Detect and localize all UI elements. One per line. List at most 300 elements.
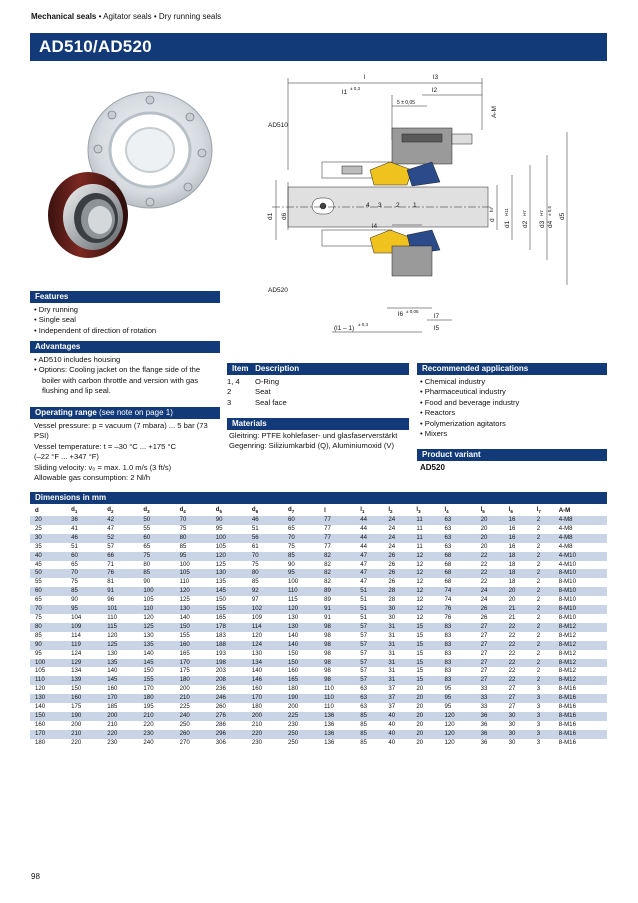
table-cell: 46 bbox=[247, 516, 283, 525]
table-cell: 114 bbox=[247, 623, 283, 632]
table-cell: 30 bbox=[30, 534, 66, 543]
seal-cross-section-drawing bbox=[262, 70, 608, 338]
table-row: 2 Seat bbox=[227, 387, 271, 397]
column-header-d7: $d_7$ bbox=[283, 505, 319, 516]
table-cell: 11 bbox=[411, 534, 439, 543]
table-cell: 130 bbox=[283, 614, 319, 623]
table-cell: 33 bbox=[476, 694, 504, 703]
table-cell: 12 bbox=[411, 552, 439, 561]
table-cell: 220 bbox=[138, 721, 174, 730]
table-cell: 150 bbox=[283, 659, 319, 668]
table-cell: 220 bbox=[247, 730, 283, 739]
table-cell: 70 bbox=[30, 605, 66, 614]
table-cell: 71 bbox=[102, 561, 138, 570]
dim-label-l5: l5 bbox=[434, 325, 440, 332]
table-cell: 160 bbox=[102, 685, 138, 694]
table-row bbox=[30, 614, 607, 623]
table-cell: 120 bbox=[30, 685, 66, 694]
dimensions-heading bbox=[30, 492, 607, 504]
table-cell: 76 bbox=[439, 605, 475, 614]
table-cell: 77 bbox=[319, 525, 355, 534]
table-cell: 2 bbox=[532, 561, 554, 570]
table-cell: 110 bbox=[319, 694, 355, 703]
table-cell: 15 bbox=[411, 650, 439, 659]
table-cell: 120 bbox=[439, 721, 475, 730]
table-cell: 51 bbox=[355, 596, 383, 605]
table-row bbox=[30, 667, 607, 676]
table-cell: 27 bbox=[476, 623, 504, 632]
dim-label-d1-left: d1 bbox=[267, 212, 274, 220]
table-cell: 95 bbox=[175, 552, 211, 561]
dim-label-l: l bbox=[364, 74, 366, 81]
operating-line: Sliding velocity: v₀ = max. 1.0 m/s (3 ft/s) bbox=[34, 462, 172, 472]
dim-label-l1-minus-1: (l1 – 1) bbox=[334, 325, 355, 332]
table-cell: 200 bbox=[283, 703, 319, 712]
table-cell: 77 bbox=[319, 543, 355, 552]
column-header-d: d bbox=[30, 505, 66, 516]
materials-line: Gegenring: Siliziumkarbid (Q), Aluminiumoxid (V) bbox=[229, 441, 395, 451]
table-cell: 105 bbox=[211, 543, 247, 552]
table-cell: 82 bbox=[319, 578, 355, 587]
table-cell: 68 bbox=[439, 569, 475, 578]
table-cell: 8-M16 bbox=[554, 739, 607, 748]
table-cell: 95 bbox=[439, 694, 475, 703]
table-cell: 27 bbox=[476, 676, 504, 685]
table-cell: 2 bbox=[532, 516, 554, 525]
table-cell: 30 bbox=[383, 614, 411, 623]
table-cell: 130 bbox=[283, 623, 319, 632]
page-number: 98 bbox=[31, 872, 40, 881]
materials-title: Materials bbox=[232, 419, 267, 428]
table-cell: 75 bbox=[30, 614, 66, 623]
column-header-d3: $d_3$ bbox=[138, 505, 174, 516]
table-cell: 110 bbox=[283, 587, 319, 596]
item-description-table bbox=[227, 377, 405, 408]
table-cell: 26 bbox=[383, 569, 411, 578]
materials-line: Gleitring: PTFE kohlefaser- und glasfaserverstärkt bbox=[229, 431, 398, 440]
table-cell: 105 bbox=[138, 596, 174, 605]
dim-label-am: A-M bbox=[491, 106, 498, 118]
table-cell: 150 bbox=[30, 712, 66, 721]
table-cell: 85 bbox=[247, 578, 283, 587]
table-cell: 12 bbox=[411, 614, 439, 623]
table-row bbox=[30, 632, 607, 641]
table-row bbox=[30, 676, 607, 685]
table-cell: 8-M12 bbox=[554, 659, 607, 668]
applications-list bbox=[420, 377, 606, 439]
table-cell: 27 bbox=[476, 659, 504, 668]
table-cell: 180 bbox=[247, 703, 283, 712]
table-row bbox=[30, 650, 607, 659]
list-item: • Single seal bbox=[34, 315, 76, 325]
table-cell: 40 bbox=[383, 712, 411, 721]
table-cell: 51 bbox=[355, 614, 383, 623]
table-cell: 47 bbox=[355, 561, 383, 570]
table-cell: 44 bbox=[355, 525, 383, 534]
table-cell: 3 bbox=[532, 703, 554, 712]
table-cell: 230 bbox=[138, 730, 174, 739]
table-cell: 70 bbox=[66, 569, 102, 578]
table-header-row bbox=[30, 505, 607, 516]
table-cell: 63 bbox=[439, 543, 475, 552]
dim-label-l1: l1 bbox=[342, 89, 348, 96]
table-cell: 140 bbox=[102, 667, 138, 676]
page-title: AD510/AD520 bbox=[39, 37, 152, 56]
dim-tol-d3: H7 bbox=[539, 210, 544, 216]
table-cell: 65 bbox=[66, 561, 102, 570]
table-cell: 63 bbox=[355, 703, 383, 712]
table-cell: 15 bbox=[411, 641, 439, 650]
table-cell: 21 bbox=[504, 614, 532, 623]
table-cell: 11 bbox=[411, 516, 439, 525]
dim-label-d4: d4 bbox=[547, 220, 554, 228]
table-cell: 3 bbox=[532, 694, 554, 703]
table-cell: 110 bbox=[175, 578, 211, 587]
table-cell: 36 bbox=[476, 730, 504, 739]
table-cell: 11 bbox=[411, 525, 439, 534]
table-cell: 145 bbox=[211, 587, 247, 596]
mechanical-seal-photo bbox=[30, 75, 220, 280]
table-cell: 4-M8 bbox=[554, 525, 607, 534]
table-cell: 57 bbox=[355, 667, 383, 676]
table-cell: 63 bbox=[439, 525, 475, 534]
table-cell: 98 bbox=[319, 623, 355, 632]
table-cell: 8-M16 bbox=[554, 685, 607, 694]
table-cell: 42 bbox=[102, 516, 138, 525]
label-ad520: AD520 bbox=[268, 287, 288, 294]
table-row bbox=[30, 561, 607, 570]
table-row bbox=[30, 623, 607, 632]
table-cell: 15 bbox=[411, 623, 439, 632]
table-cell: 60 bbox=[283, 516, 319, 525]
table-cell: 26 bbox=[383, 561, 411, 570]
table-cell: 31 bbox=[383, 650, 411, 659]
table-cell: 130 bbox=[211, 569, 247, 578]
table-cell: 20 bbox=[476, 516, 504, 525]
operating-line: (–22 °F ... +347 °F) bbox=[34, 452, 99, 462]
table-cell: 24 bbox=[383, 543, 411, 552]
table-cell: 180 bbox=[138, 694, 174, 703]
dim-tol-l1-minus-1: ± 0,3 bbox=[358, 322, 368, 327]
table-cell: 44 bbox=[355, 543, 383, 552]
table-cell: 30 bbox=[504, 730, 532, 739]
table-cell: 8-M16 bbox=[554, 712, 607, 721]
table-row bbox=[30, 659, 607, 668]
table-cell: 27 bbox=[476, 667, 504, 676]
table-cell: 77 bbox=[319, 534, 355, 543]
table-cell: 26 bbox=[476, 614, 504, 623]
table-cell: 120 bbox=[439, 730, 475, 739]
table-cell: 230 bbox=[247, 739, 283, 748]
table-cell: 40 bbox=[383, 739, 411, 748]
table-cell: 22 bbox=[476, 569, 504, 578]
table-cell: 20 bbox=[411, 730, 439, 739]
table-cell: 20 bbox=[476, 543, 504, 552]
dim-label-d3: d3 bbox=[539, 220, 546, 228]
table-cell: 98 bbox=[319, 650, 355, 659]
table-cell: 150 bbox=[211, 596, 247, 605]
table-cell: 240 bbox=[175, 712, 211, 721]
table-cell: 105 bbox=[30, 667, 66, 676]
table-cell: 95 bbox=[439, 685, 475, 694]
table-cell: 24 bbox=[383, 525, 411, 534]
table-cell: 4-M8 bbox=[554, 516, 607, 525]
table-cell: 68 bbox=[439, 578, 475, 587]
table-cell: 3 bbox=[532, 712, 554, 721]
table-cell: 2 bbox=[532, 632, 554, 641]
table-cell: 20 bbox=[411, 703, 439, 712]
label-ad510: AD510 bbox=[268, 122, 288, 129]
table-cell: 210 bbox=[102, 721, 138, 730]
table-cell: 200 bbox=[247, 712, 283, 721]
table-cell: 75 bbox=[175, 525, 211, 534]
table-cell: 30 bbox=[383, 605, 411, 614]
table-cell: 63 bbox=[355, 685, 383, 694]
list-item: • Chemical industry bbox=[420, 377, 486, 386]
table-cell: 20 bbox=[411, 712, 439, 721]
operating-range-text bbox=[34, 421, 220, 483]
table-cell: 20 bbox=[476, 534, 504, 543]
table-cell: 286 bbox=[211, 721, 247, 730]
table-cell: 2 bbox=[532, 650, 554, 659]
table-cell: 200 bbox=[102, 712, 138, 721]
materials-heading bbox=[227, 418, 409, 430]
table-cell: 60 bbox=[30, 587, 66, 596]
table-cell: 160 bbox=[66, 694, 102, 703]
table-cell: 4-M8 bbox=[554, 543, 607, 552]
table-cell: 57 bbox=[355, 641, 383, 650]
table-cell: 155 bbox=[138, 676, 174, 685]
table-cell: 220 bbox=[102, 730, 138, 739]
table-cell: 15 bbox=[411, 632, 439, 641]
column-header-l2: $l_2$ bbox=[383, 505, 411, 516]
column-header-d6: $d_6$ bbox=[247, 505, 283, 516]
table-cell: 18 bbox=[504, 561, 532, 570]
operating-note: (see note on page 1) bbox=[99, 408, 173, 417]
table-cell: 55 bbox=[138, 525, 174, 534]
table-cell: 140 bbox=[247, 667, 283, 676]
table-cell: 2 bbox=[532, 614, 554, 623]
table-cell: 2 bbox=[532, 569, 554, 578]
table-cell: 18 bbox=[504, 578, 532, 587]
table-cell: 27 bbox=[476, 641, 504, 650]
table-cell: 160 bbox=[247, 685, 283, 694]
table-cell: 140 bbox=[283, 632, 319, 641]
table-cell: 136 bbox=[319, 712, 355, 721]
table-cell: 15 bbox=[411, 667, 439, 676]
table-cell: 4-M8 bbox=[554, 534, 607, 543]
table-cell: 85 bbox=[138, 569, 174, 578]
table-cell: 83 bbox=[439, 676, 475, 685]
table-cell: 57 bbox=[102, 543, 138, 552]
table-cell: 250 bbox=[175, 721, 211, 730]
list-item: • Pharmaceutical industry bbox=[420, 387, 506, 397]
table-cell: 80 bbox=[247, 569, 283, 578]
table-cell: 136 bbox=[319, 721, 355, 730]
table-cell: 90 bbox=[30, 641, 66, 650]
table-cell: 47 bbox=[355, 569, 383, 578]
table-cell: 85 bbox=[355, 739, 383, 748]
table-cell: 81 bbox=[102, 578, 138, 587]
table-cell: 57 bbox=[355, 659, 383, 668]
table-row bbox=[30, 516, 607, 525]
table-cell: 36 bbox=[476, 721, 504, 730]
table-cell: 110 bbox=[138, 605, 174, 614]
table-cell: 36 bbox=[476, 712, 504, 721]
table-cell: 51 bbox=[355, 605, 383, 614]
table-cell: 22 bbox=[476, 552, 504, 561]
table-cell: 150 bbox=[175, 623, 211, 632]
table-cell: 50 bbox=[30, 569, 66, 578]
operating-line: Vessel pressure: p = vacuum (7 mbara) ... 5 bar (73 PSI) bbox=[34, 421, 208, 441]
table-cell: 180 bbox=[30, 739, 66, 748]
table-cell: 80 bbox=[175, 534, 211, 543]
table-cell: 130 bbox=[175, 605, 211, 614]
table-cell: 37 bbox=[383, 685, 411, 694]
table-cell: 240 bbox=[138, 739, 174, 748]
table-cell: 63 bbox=[439, 534, 475, 543]
table-cell: 270 bbox=[175, 739, 211, 748]
table-cell: 40 bbox=[30, 552, 66, 561]
column-header-d2: $d_2$ bbox=[102, 505, 138, 516]
table-cell: 8-M12 bbox=[554, 667, 607, 676]
table-cell: 296 bbox=[211, 730, 247, 739]
table-row bbox=[30, 578, 607, 587]
table-cell: 260 bbox=[211, 703, 247, 712]
table-row bbox=[30, 552, 607, 561]
table-cell: 8-M16 bbox=[554, 694, 607, 703]
table-cell: 15 bbox=[411, 676, 439, 685]
table-cell: 36 bbox=[66, 516, 102, 525]
table-cell: 160 bbox=[283, 667, 319, 676]
table-row bbox=[30, 534, 607, 543]
table-cell: 60 bbox=[66, 552, 102, 561]
table-cell: 26 bbox=[476, 605, 504, 614]
table-cell: 70 bbox=[247, 552, 283, 561]
table-cell: 260 bbox=[175, 730, 211, 739]
table-cell: 160 bbox=[175, 641, 211, 650]
table-cell: 30 bbox=[504, 721, 532, 730]
table-cell: 125 bbox=[211, 561, 247, 570]
table-row bbox=[30, 569, 607, 578]
table-cell: 82 bbox=[319, 552, 355, 561]
table-cell: 90 bbox=[283, 561, 319, 570]
table-cell: 22 bbox=[504, 667, 532, 676]
table-cell: 2 bbox=[532, 525, 554, 534]
table-cell: 45 bbox=[30, 561, 66, 570]
table-cell: 100 bbox=[30, 659, 66, 668]
table-cell: 20 bbox=[504, 596, 532, 605]
table-cell: 3 bbox=[532, 739, 554, 748]
table-cell: 170 bbox=[247, 694, 283, 703]
table-cell: 2 bbox=[532, 659, 554, 668]
table-cell: 150 bbox=[138, 667, 174, 676]
table-cell: 115 bbox=[102, 623, 138, 632]
product-variant-heading bbox=[417, 449, 607, 461]
operating-line: Allowable gas consumption: 2 Nl/h bbox=[34, 473, 151, 483]
table-cell: 20 bbox=[411, 685, 439, 694]
table-cell: 100 bbox=[283, 578, 319, 587]
table-cell: 140 bbox=[138, 650, 174, 659]
part-number-4: 4 bbox=[366, 202, 370, 209]
table-cell: 2 bbox=[532, 623, 554, 632]
table-cell: 130 bbox=[138, 632, 174, 641]
table-cell: 30 bbox=[504, 712, 532, 721]
table-cell: 21 bbox=[504, 605, 532, 614]
table-cell: 27 bbox=[504, 685, 532, 694]
table-cell: 22 bbox=[504, 632, 532, 641]
table-cell: 46 bbox=[66, 534, 102, 543]
column-header-l6: $l_6$ bbox=[504, 505, 532, 516]
table-cell: 22 bbox=[504, 676, 532, 685]
table-cell: 20 bbox=[476, 525, 504, 534]
table-row bbox=[30, 525, 607, 534]
column-header-l5: $l_5$ bbox=[476, 505, 504, 516]
materials-text bbox=[229, 431, 411, 452]
table-cell: 100 bbox=[211, 534, 247, 543]
table-row bbox=[30, 543, 607, 552]
table-row: 1, 4 O-Ring bbox=[227, 377, 280, 386]
column-header-l1: $l_1$ bbox=[355, 505, 383, 516]
table-cell: 190 bbox=[283, 694, 319, 703]
table-cell: 85 bbox=[175, 543, 211, 552]
table-cell: 35 bbox=[30, 543, 66, 552]
table-cell: 28 bbox=[383, 596, 411, 605]
table-cell: 134 bbox=[247, 659, 283, 668]
table-cell: 125 bbox=[102, 641, 138, 650]
table-cell: 27 bbox=[504, 694, 532, 703]
table-cell: 306 bbox=[211, 739, 247, 748]
table-cell: 31 bbox=[383, 667, 411, 676]
table-cell: 2 bbox=[532, 587, 554, 596]
table-cell: 100 bbox=[138, 587, 174, 596]
table-cell: 208 bbox=[211, 676, 247, 685]
table-cell: 125 bbox=[138, 623, 174, 632]
dim-tol-d4: ± 0,5 bbox=[547, 206, 552, 216]
table-cell: 52 bbox=[102, 534, 138, 543]
table-cell: 61 bbox=[247, 543, 283, 552]
table-cell: 135 bbox=[138, 641, 174, 650]
table-cell: 85 bbox=[355, 730, 383, 739]
table-cell: 110 bbox=[319, 703, 355, 712]
list-item: • AD510 includes housing bbox=[34, 355, 121, 364]
table-cell: 75 bbox=[66, 578, 102, 587]
table-cell: 155 bbox=[211, 605, 247, 614]
table-cell: 230 bbox=[283, 721, 319, 730]
table-cell: 183 bbox=[211, 632, 247, 641]
table-cell: 110 bbox=[102, 614, 138, 623]
table-cell: 109 bbox=[247, 614, 283, 623]
table-cell: 98 bbox=[319, 667, 355, 676]
table-cell: 90 bbox=[211, 516, 247, 525]
table-cell: 2 bbox=[532, 534, 554, 543]
header-subcategory: • Agitator seals • Dry running seals bbox=[96, 12, 222, 21]
table-cell: 70 bbox=[175, 516, 211, 525]
advantages-heading bbox=[30, 341, 220, 353]
table-cell: 31 bbox=[383, 632, 411, 641]
table-cell: 250 bbox=[283, 730, 319, 739]
dim-label-d2: d2 bbox=[522, 220, 529, 228]
item-description-heading bbox=[227, 363, 409, 375]
table-cell: 83 bbox=[439, 632, 475, 641]
table-cell: 65 bbox=[138, 543, 174, 552]
table-cell: 22 bbox=[504, 659, 532, 668]
table-cell: 170 bbox=[102, 694, 138, 703]
table-cell: 22 bbox=[504, 641, 532, 650]
table-cell: 220 bbox=[66, 739, 102, 748]
table-row bbox=[30, 641, 607, 650]
dim-tol-l5-top: 5 ± 0,05 bbox=[397, 100, 416, 106]
